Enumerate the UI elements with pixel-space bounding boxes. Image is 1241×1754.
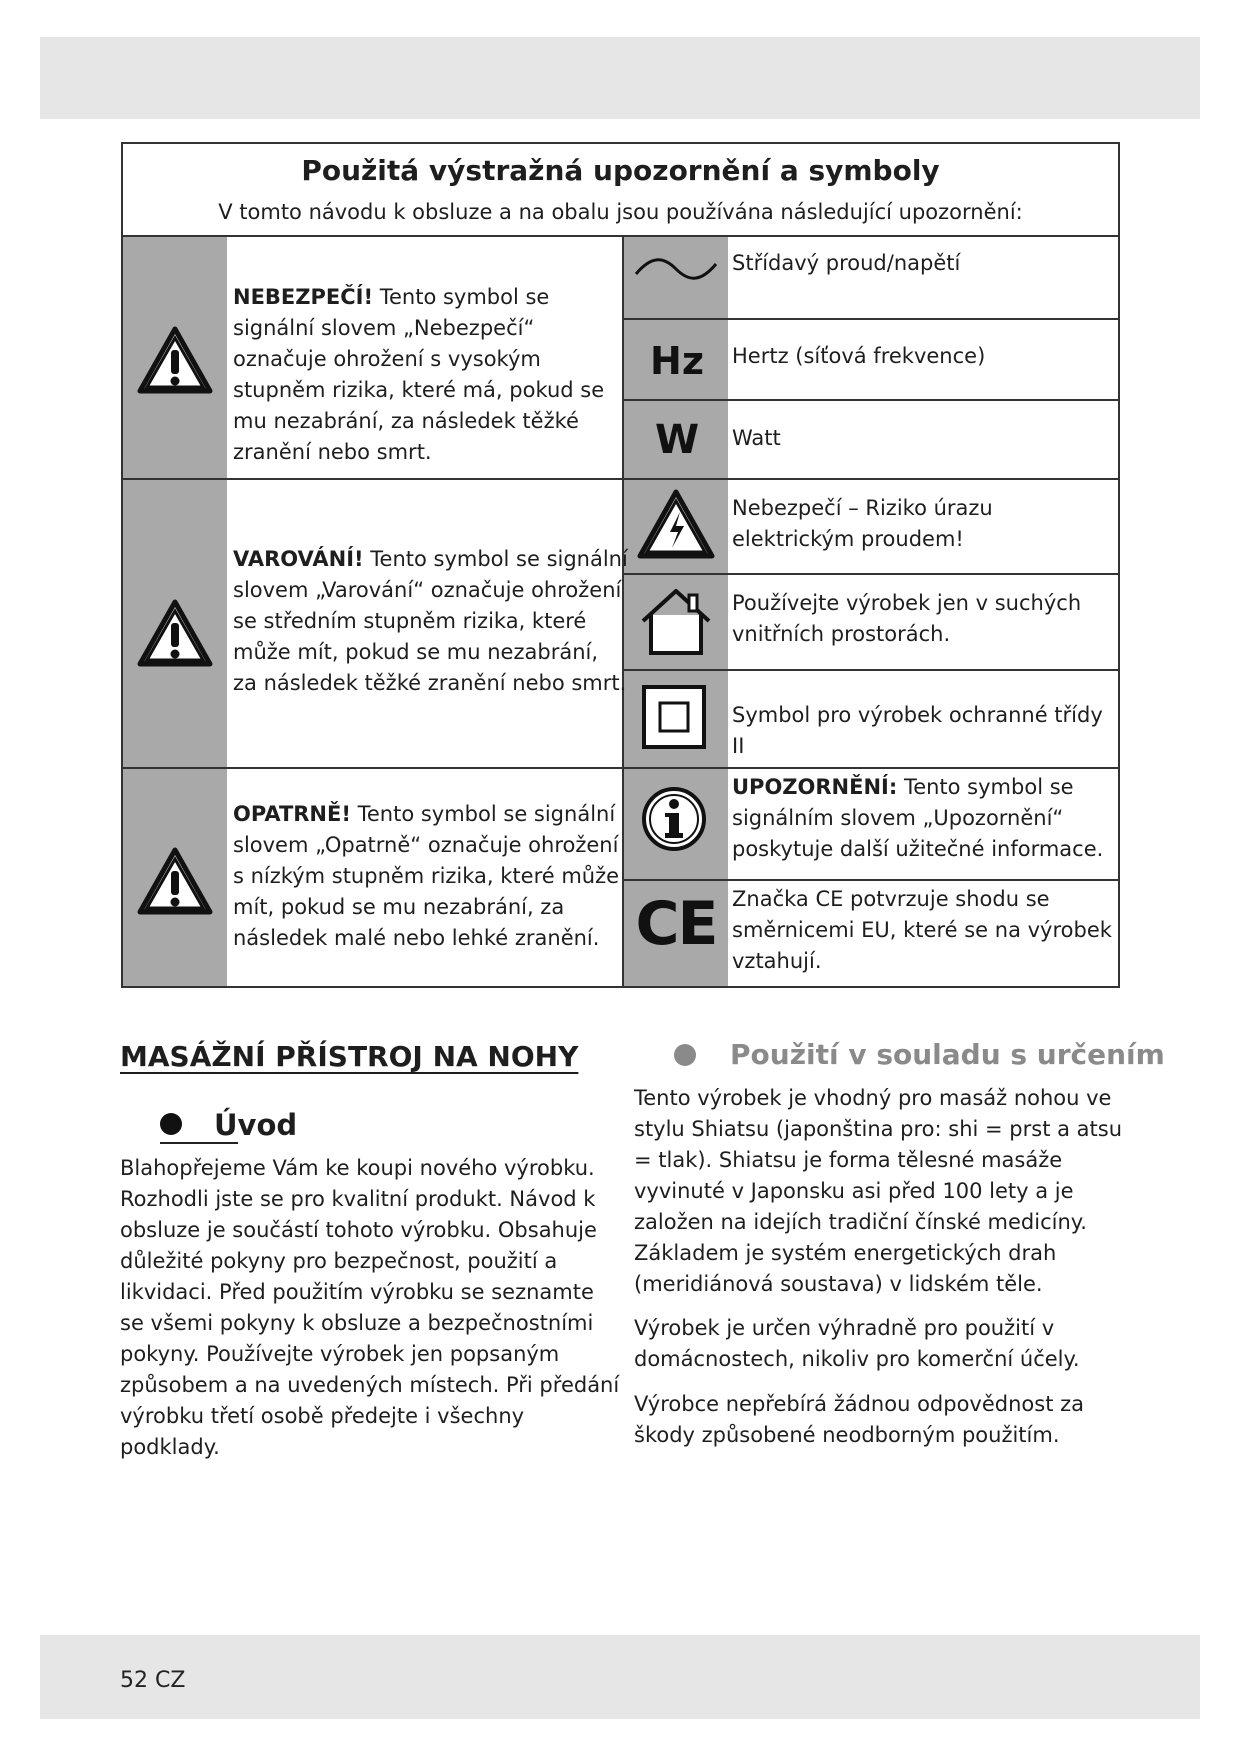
caution-label: OPATRNĚ! [233, 802, 351, 826]
bullet-icon [674, 1044, 696, 1066]
danger-label: NEBEZPEČÍ! [233, 285, 374, 309]
warning-symbols-table [121, 142, 1120, 988]
danger-description [233, 282, 633, 468]
ac-description: Střídavý proud/napětí [732, 251, 961, 275]
row-divider [624, 573, 1118, 575]
ce-description: Značka CE potvrzuje shodu se směrnicemi EU, které se na výrobek vztahují. [732, 887, 1112, 973]
ce-mark-icon: CE [635, 889, 717, 959]
page-number: 52 CZ [120, 1668, 186, 1693]
danger-text: Tento symbol se signální slovem „Nebezpečí“ označuje ohrožení s vysokým stupněm rizika, které má, pokud se mu nezabrání, za následek těžké zranění nebo smrt. [233, 285, 605, 464]
table-title: Použitá výstražná upozornění a symboly [301, 154, 940, 187]
row-divider [123, 478, 624, 480]
warning-triangle-icon [137, 847, 213, 915]
notice-text: Tento symbol se signálním slovem „Upozornění“ poskytuje další užitečné informace. [732, 775, 1104, 861]
row-divider [624, 318, 1118, 320]
row-divider [624, 669, 1118, 671]
caution-text: Tento symbol se signální slovem „Opatrně“ označuje ohrožení s nízkým stupněm rizika, které může mít, pokud se mu nezabrání, za následek malé nebo lehké zranění. [233, 802, 620, 950]
watt-description: Watt [732, 426, 781, 450]
intro-text: Blahopřejeme Vám ke koupi nového výrobku. Rozhodli jste se pro kvalitní produkt. Návod k obsluze je součástí tohoto výrobku. Obsahuje důležité pokyny pro bezpečnost, použití a likvidaci. Před použitím výrobku se seznamte se všemi pokyny k obsluze a bezpečnostními pokyny. Používejte výrobek jen popsaným způsobem a na uvedených místech. Při předání výrobku třetí osobě předejte i všechny podklady. [120, 1156, 620, 1459]
intended-use-paragraph-2: Výrobek je určen výhradně pro použití v domácnostech, nikoliv pro komerční účely. [634, 1316, 1080, 1371]
table-subtitle: V tomto návodu k obsluze a na obalu jsou používána následující upozornění: [218, 200, 1023, 224]
row-divider [624, 767, 1118, 769]
notice-label: UPOZORNĚNÍ: [732, 775, 898, 799]
caution-description [233, 799, 623, 954]
warning-description [233, 544, 628, 699]
warning-triangle-icon [137, 599, 213, 667]
notice-description [732, 772, 1112, 865]
class-ii-description: Symbol pro výrobek ochranné třídy II [732, 703, 1103, 758]
hz-icon: Hz [650, 339, 704, 383]
footer-band [40, 1635, 1200, 1719]
warning-triangle-icon [137, 326, 213, 394]
watt-icon: W [654, 417, 700, 463]
info-icon [641, 786, 707, 852]
row-divider [624, 879, 1118, 881]
product-heading: MASÁŽNÍ PŘÍSTROJ NA NOHY [120, 1040, 579, 1073]
dry-indoor-description: Používejte výrobek jen v suchých vnitřních prostorách. [732, 591, 1082, 646]
row-divider [624, 478, 1118, 480]
table-header [123, 144, 1118, 237]
row-divider [624, 399, 1118, 401]
house-icon [637, 585, 715, 657]
hz-description: Hertz (síťová frekvence) [732, 344, 986, 368]
intro-heading: Úvod [214, 1108, 298, 1142]
row-divider [123, 767, 624, 769]
electric-shock-description: Nebezpečí – Riziko úrazu elektrickým proudem! [732, 496, 993, 551]
intended-use-heading: Použití v souladu s určením [730, 1038, 1165, 1071]
intro-underline [160, 1142, 238, 1144]
intended-use-paragraph-3: Výrobce nepřebírá žádnou odpovědnost za škody způsobené neodborným použitím. [634, 1392, 1085, 1447]
intended-use-paragraph-1: Tento výrobek je vhodný pro masáž nohou ve stylu Shiatsu (japonština pro: shi = prst a atsu = tlak). Shiatsu je forma tělesné masáže vyvinuté v Japonsku asi před 100 lety a je založen na idejích tradiční čínské medicíny. Základem je systém energetických drah (meridiánová soustava) v lidském těle. [634, 1086, 1123, 1296]
alternating-current-icon [633, 254, 719, 284]
warning-text: Tento symbol se signální slovem „Varování“ označuje ohrožení se středním stupněm rizika, které může mít, pokud se mu nezabrání, za následek těžké zranění nebo smrt. [233, 547, 628, 695]
electric-shock-warning-icon [636, 488, 716, 560]
header-band [40, 37, 1200, 119]
warning-label: VAROVÁNÍ! [233, 547, 364, 571]
protection-class-ii-icon [641, 684, 707, 750]
bullet-icon [160, 1113, 182, 1135]
